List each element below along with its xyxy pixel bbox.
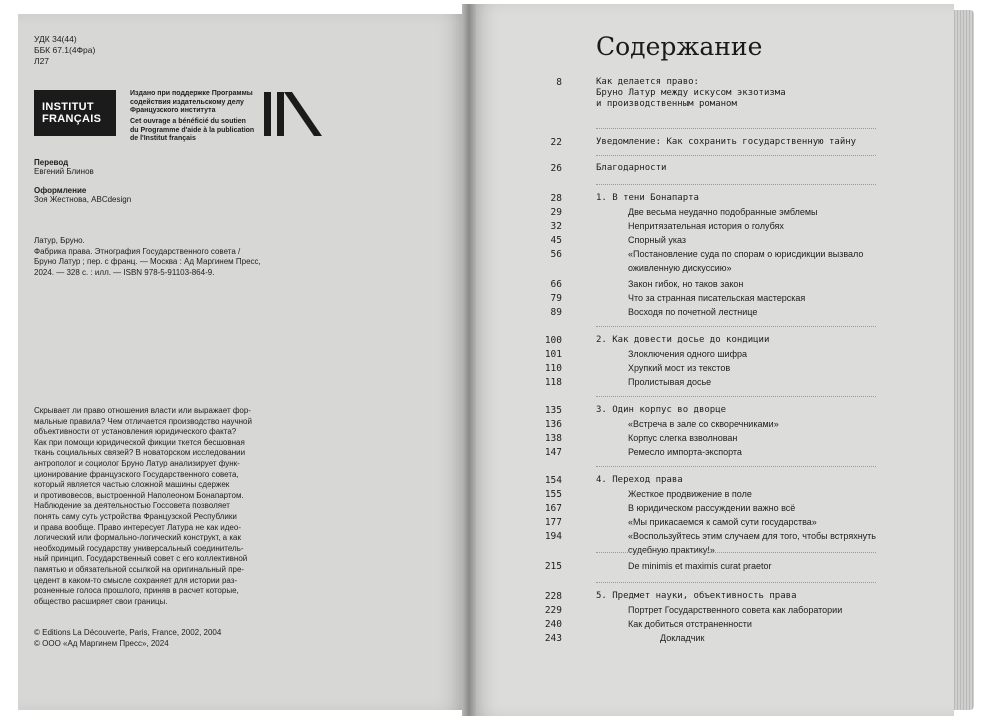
biblio-line: Латур, Бруно. [34,236,85,245]
toc-page-number: 28 [550,193,562,204]
toc-section-title: Восходя по почетной лестнице [628,307,758,317]
toc-page-number: 138 [544,433,562,444]
toc-divider [596,326,876,327]
annotation-line: Скрывает ли право отношения власти или выражает фор- [34,406,251,415]
toc-section-title: Ремесло импорта-экспорта [628,447,742,457]
bbk-line: ББК 67.1(4Фра) [34,45,96,55]
logo-line-2: FRANÇAIS [42,113,102,125]
support-ru-line: Французского института [130,107,216,115]
copyright-line: © ООО «Ад Маргинем Пресс», 2024 [34,638,169,648]
book-gutter [462,4,476,716]
toc-page-number: 110 [544,363,562,374]
toc-title: Содержание [596,32,763,61]
toc-chapter-title: 1. В тени Бонапарта [596,193,699,203]
toc-section-title: Что за странная писательская мастерская [628,293,806,303]
annotation-line: Наблюдение за деятельностью Госсовета позволяет [34,501,230,511]
annotation-line: Как при помощи юридической фикции ткется бесшовная [34,437,245,447]
toc-chapter-title: Бруно Латур между искусом экзотизма [596,88,786,98]
toc-page-number: 89 [550,307,562,318]
toc-page-number: 147 [544,447,562,458]
toc-section-title: De minimis et maximis curat praetor [628,561,772,571]
udk-block [34,34,95,67]
toc-page-number: 136 [544,419,562,430]
toc-page-number: 243 [544,633,562,644]
annotation-line: мальные правила? Чем отличается производство научной [34,416,252,426]
toc-page-number: 155 [544,489,562,500]
support-ru-line: содействия издательскому делу [130,98,244,106]
author-mark-line: Л27 [34,56,50,66]
support-fr-line: de l'Institut français [130,135,196,143]
toc-section-title: Как добиться отстраненности [628,619,752,629]
annotation-line: ткань социальных связей? В новаторском исследовании [34,448,246,458]
toc-page-number: 240 [544,619,562,630]
toc-page-number: 215 [544,561,562,572]
udk-line: УДК 34(44) [34,34,77,44]
support-ru-line: Издано при поддержке Программы [130,90,253,97]
toc-chapter-title: Уведомление: Как сохранить государственную тайну [596,137,857,147]
toc-divider [596,155,876,156]
biblio-line: Бруно Латур ; пер. с франц. — Москва : Ад Маргинем Пресс, [34,257,261,266]
toc-page-number: 66 [550,279,562,290]
toc-section-title: Пролистывая досье [628,377,712,387]
toc-section-title: Жесткое продвижение в поле [628,489,752,499]
toc-page-number: 8 [556,77,562,88]
toc-chapter-title: 4. Переход права [596,475,683,485]
toc-divider [596,552,876,553]
annotation-line: цедент в каком-то смысле сохраняет для истории раз- [34,575,238,585]
annotation-line: логический или формально-логический конструкт, а как [34,533,241,543]
annotation-line: общество расширяет свои границы. [34,596,168,606]
toc-chapter-title: и производственным романом [596,99,737,109]
toc-divider [596,466,876,467]
copyright [34,628,221,649]
support-fr-line: Cet ouvrage a bénéficié du soutien [130,118,246,125]
annotation-line: и права вообще. Право интересует Латура не как идео- [34,522,241,532]
annotation-line: памятью и обязательной ссылкой на оригинальный пре- [34,564,245,574]
toc-page-number: 100 [544,335,562,346]
toc-page-number: 194 [544,531,562,542]
support-fr-line: du Programme d'aide à la publication [130,126,255,134]
toc-chapter-title: Благодарности [596,163,667,173]
annotation-line: который является частью сложной машины сдержек [34,480,230,490]
annotation-line: необходимый государству универсальный соединитель- [34,543,244,553]
toc-section-title: «Мы прикасаемся к самой сути государства» [628,517,817,527]
toc-section-title: Хрупкий мост из текстов [628,363,731,373]
toc-page-number: 101 [544,349,562,360]
annotation-line: и противовесов, выстроенной Наполеоном Бонапартом. [34,490,244,500]
annotation-line: ный принцип. Государственный совет с его коллективной [34,554,248,564]
toc-section-title: судебную практику!» [628,545,715,555]
biblio-line: Фабрика права. Этнография Государственного совета / [34,246,241,256]
toc-page-number: 229 [544,605,562,616]
toc-section-title: Докладчик [660,633,705,643]
toc-section-title: Портрет Государственного совета как лаборатории [628,605,843,615]
toc-page-number: 45 [550,235,562,246]
toc-page-number: 29 [550,207,562,218]
toc-divider [596,582,876,583]
toc-section-title: «Постановление суда по спорам о юрисдикции вызвало [628,249,864,259]
designer-name: Зоя Жестнова, ABCdesign [34,195,132,204]
toc-chapter-title: Как делается право: [596,77,699,87]
toc-page-number: 79 [550,293,562,304]
toc-page-number: 177 [544,517,562,528]
toc-chapter-title: 5. Предмет науки, объективность права [596,591,797,601]
toc-page-number: 154 [544,475,562,486]
toc-page-number: 26 [550,163,562,174]
annotation-line: антрополог и социолог Бруно Латур анализирует функ- [34,458,240,468]
toc-page-number: 56 [550,249,562,260]
toc-page-number: 228 [544,591,562,602]
toc-section-title: Злоключения одного шифра [628,349,747,359]
toc-page-number: 118 [544,377,562,388]
support-ru [130,90,253,116]
toc-section-title: Спорный указ [628,235,687,245]
annotation-line: объективности от установления юридического факта? [34,427,237,437]
toc-chapter-title: 2. Как довести досье до кондиции [596,335,770,345]
publisher-logo-icon [262,90,324,138]
toc-page-number: 32 [550,221,562,232]
toc-section-title: Непритязательная история о голубях [628,221,784,231]
toc-page-number: 135 [544,405,562,416]
toc-divider [596,128,876,129]
annotation-line: розненные голоса прошлого, приняв в расчет которые, [34,586,239,596]
toc-section-title: Закон гибок, но таков закон [628,279,744,289]
biblio-line: 2024. — 328 с. : илл. — ISBN 978-5-91103-864-9. [34,267,215,277]
toc-section-title: «Воспользуйтесь этим случаем для того, чтобы встряхнуть [628,531,876,541]
bibliography [34,236,261,278]
support-fr [130,118,254,144]
annotation-line: понять саму суть устройства Французской Республики [34,511,237,521]
toc-section-title: оживленную дискуссию» [628,263,732,273]
annotation [34,406,290,607]
annotation-line: ционирование французского Государственного совета, [34,469,239,479]
credits [34,158,131,204]
toc-divider [596,396,876,397]
institut-francais-logo [34,90,116,136]
toc-chapter-title: 3. Один корпус во дворце [596,405,727,415]
logo-line-1: INSTITUT [42,101,94,113]
copyright-line: © Editions La Découverte, Paris, France, 2002, 2004 [34,628,222,637]
translator-name: Евгений Блинов [34,167,94,176]
toc-section-title: Две весьма неудачно подобранные эмблемы [628,207,818,217]
toc-section-title: В юридическом рассуждении важно всё [628,503,796,513]
toc-page-number: 167 [544,503,562,514]
toc-section-title: Корпус слегка взволнован [628,433,738,443]
toc-section-title: «Встреча в зале со скворечниками» [628,419,779,429]
design-title: Оформление [34,186,87,195]
translation-title: Перевод [34,158,69,167]
toc-page-number: 22 [550,137,562,148]
toc-divider [596,184,876,185]
